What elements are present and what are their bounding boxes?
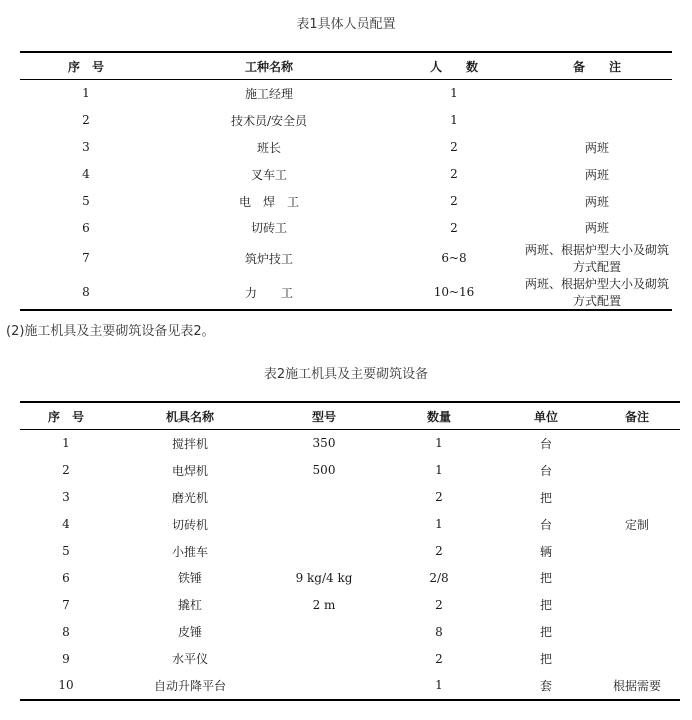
table-row: [20, 275, 672, 310]
cell-quantity: 2: [435, 597, 443, 612]
cell-model: [268, 538, 380, 565]
cell-equipment: 搅拌机: [171, 436, 208, 451]
cell-unit: 台: [539, 517, 552, 532]
cell-remarks: [522, 80, 672, 107]
cell-count: 6~8: [441, 251, 467, 266]
cell-remarks: 定制: [624, 517, 649, 532]
cell-quantity: 2: [435, 651, 443, 666]
column-header-headcount: 人 数: [386, 52, 522, 80]
table-row: [20, 80, 672, 107]
cell-remarks: [594, 564, 680, 591]
cell-remarks: [594, 457, 680, 484]
cell-no: 4: [82, 167, 90, 182]
cell-remarks: [594, 645, 680, 672]
cell-model: [268, 511, 380, 538]
cell-count: 10~16: [433, 285, 475, 300]
cell-remarks: [594, 618, 680, 645]
cell-equipment: 铁锤: [177, 571, 202, 586]
cell-no: 2: [62, 463, 70, 478]
cell-model: [268, 618, 380, 645]
column-header-trade-name: 工种名称: [152, 52, 386, 80]
cell-count: 2: [450, 220, 458, 235]
cell-trade: 切砖工: [250, 221, 287, 236]
column-header-equipment-name: 机具名称: [112, 402, 268, 430]
cell-equipment: 小推车: [171, 544, 208, 559]
equipment-table: [20, 401, 680, 701]
cell-no: 10: [58, 678, 74, 693]
table-row: [20, 430, 680, 457]
cell-no: 6: [62, 570, 70, 585]
cell-quantity: 8: [435, 624, 443, 639]
column-header-quantity: 数量: [380, 402, 498, 430]
cell-remarks: 两班: [584, 140, 609, 155]
cell-quantity: 1: [435, 678, 443, 693]
cell-no: 6: [82, 220, 90, 235]
cell-remarks: [594, 430, 680, 457]
cell-equipment: 电焊机: [171, 463, 208, 478]
body-paragraph: (2)施工机具及主要砌筑设备见表2。: [6, 324, 215, 339]
table-header-row: [20, 402, 680, 430]
cell-quantity: 1: [435, 517, 443, 532]
cell-quantity: 2: [435, 544, 443, 558]
cell-no: 3: [62, 490, 70, 505]
table-row: [20, 591, 680, 618]
column-header-remarks: 备注: [594, 402, 680, 430]
cell-quantity: 1: [435, 436, 443, 451]
cell-no: 7: [62, 597, 70, 612]
cell-no: 3: [82, 140, 90, 155]
cell-no: 1: [82, 86, 90, 101]
cell-model: [268, 672, 380, 700]
table-row: [20, 107, 672, 134]
cell-model: 9 kg/4 kg: [295, 570, 353, 585]
cell-remarks: [522, 107, 672, 134]
column-header-unit: 单位: [498, 402, 594, 430]
cell-remarks: 根据需要: [612, 678, 661, 693]
cell-equipment: 切砖机: [171, 517, 208, 532]
cell-unit: 套: [539, 678, 552, 693]
table1-caption: 表1具体人员配置: [296, 17, 396, 32]
column-header-no: 序 号: [20, 402, 112, 430]
cell-model: 350: [312, 436, 336, 451]
cell-equipment: 撬杠: [177, 598, 202, 613]
table-row: [20, 161, 672, 188]
cell-unit: 把: [539, 598, 552, 613]
table-row: [20, 538, 680, 565]
cell-trade: 班长: [256, 140, 281, 155]
cell-unit: 台: [539, 436, 552, 451]
table-row: [20, 484, 680, 511]
table2-caption: 表2施工机具及主要砌筑设备: [263, 367, 429, 382]
table-row: [20, 241, 672, 275]
cell-equipment: 水平仪: [171, 652, 208, 667]
table-row: [20, 188, 672, 215]
cell-trade: 施工经理: [244, 86, 293, 101]
table-row: [20, 134, 672, 161]
cell-trade: 电 焊 工: [238, 194, 299, 209]
cell-no: 2: [82, 113, 90, 128]
cell-quantity: 2/8: [429, 570, 449, 585]
cell-remarks: [594, 591, 680, 618]
cell-remarks: 两班、根据炉型大小及砌筑方式配置: [524, 277, 669, 309]
cell-no: 1: [62, 436, 70, 451]
cell-remarks: 两班: [584, 221, 609, 236]
cell-remarks: [594, 538, 680, 565]
cell-no: 4: [62, 517, 70, 532]
cell-count: 2: [450, 140, 458, 155]
cell-no: 8: [62, 624, 70, 639]
column-header-no: 序 号: [20, 52, 152, 80]
cell-equipment: 磨光机: [171, 490, 208, 505]
table-row: [20, 618, 680, 645]
cell-model: 500: [312, 463, 336, 478]
cell-unit: 把: [539, 490, 552, 505]
cell-trade: 叉车工: [250, 167, 287, 182]
table-row: [20, 564, 680, 591]
cell-quantity: 2: [435, 490, 443, 505]
cell-no: 7: [82, 251, 90, 266]
cell-model: [268, 484, 380, 511]
cell-remarks: [594, 484, 680, 511]
column-header-model: 型号: [268, 402, 380, 430]
cell-unit: 辆: [539, 544, 552, 559]
staff-configuration-table: [20, 51, 672, 311]
table-header-row: [20, 52, 672, 80]
table-row: [20, 214, 672, 241]
cell-model: [268, 645, 380, 672]
column-header-remarks: 备 注: [522, 52, 672, 80]
cell-count: 2: [450, 167, 458, 182]
table-row: [20, 645, 680, 672]
cell-no: 9: [62, 651, 70, 666]
cell-no: 5: [82, 194, 90, 208]
cell-quantity: 1: [435, 463, 443, 478]
cell-unit: 把: [539, 625, 552, 640]
cell-count: 1: [450, 86, 458, 101]
cell-remarks: 两班: [584, 167, 609, 182]
cell-trade: 技术员/安全员: [230, 113, 308, 128]
table-row: [20, 672, 680, 700]
cell-trade: 力 工: [244, 285, 293, 300]
table-row: [20, 457, 680, 484]
cell-model: 2 m: [312, 597, 336, 612]
cell-count: 2: [450, 194, 458, 208]
cell-trade: 筑炉技工: [244, 251, 293, 266]
cell-count: 1: [450, 113, 458, 128]
cell-unit: 把: [539, 652, 552, 667]
cell-unit: 台: [539, 463, 552, 478]
cell-no: 8: [82, 285, 90, 300]
cell-no: 5: [62, 544, 70, 558]
table-row: [20, 511, 680, 538]
cell-remarks: 两班、根据炉型大小及砌筑方式配置: [524, 243, 669, 275]
cell-equipment: 皮锤: [177, 625, 202, 640]
cell-unit: 把: [539, 571, 552, 586]
cell-remarks: 两班: [584, 194, 609, 209]
cell-equipment: 自动升降平台: [153, 678, 226, 693]
